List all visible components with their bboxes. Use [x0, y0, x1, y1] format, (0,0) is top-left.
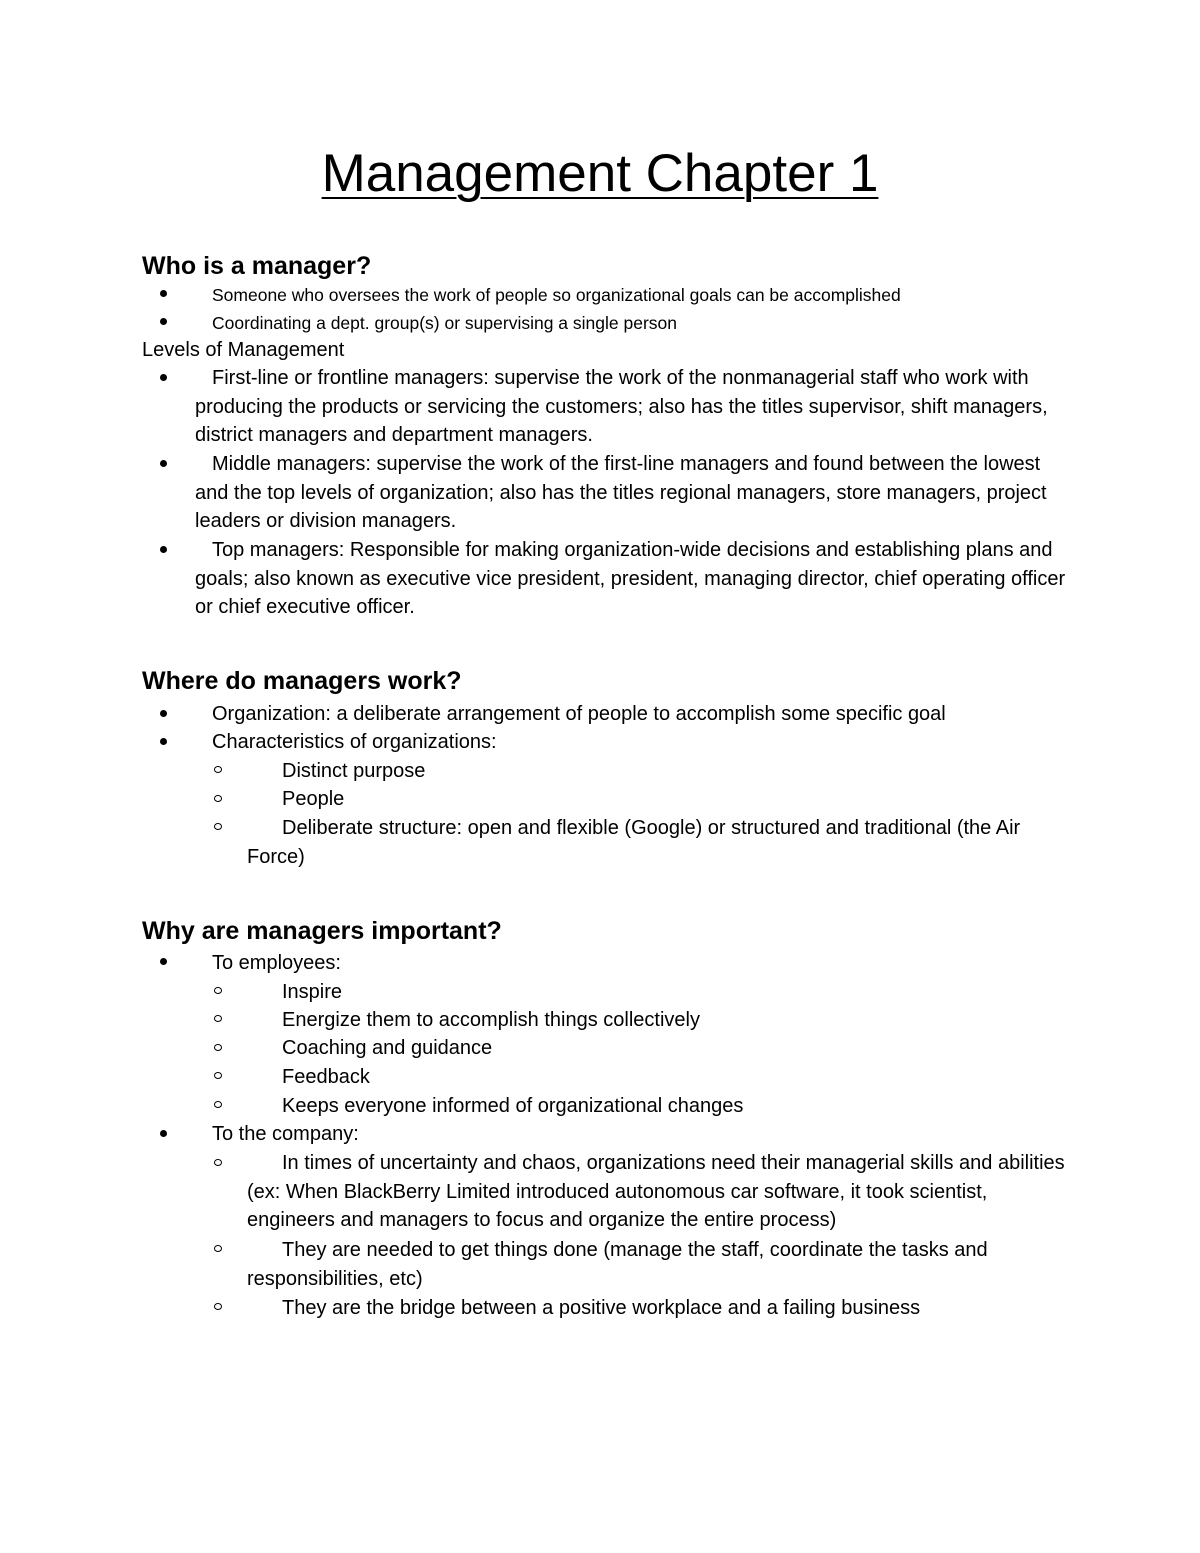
bullet-icon — [160, 290, 167, 297]
circle-bullet-icon — [214, 1159, 222, 1166]
bullet-icon — [160, 958, 167, 965]
list-item: Coordinating a dept. group(s) or supervising a single person — [212, 313, 677, 333]
circle-bullet-icon — [214, 1245, 222, 1252]
list-item: Organization: a deliberate arrangement of people to accomplish some specific goal — [212, 703, 946, 725]
list-item: People — [282, 788, 345, 810]
list-item: They are needed to get things done (manage the staff, coordinate the tasks and responsibilities, etc) — [247, 1239, 988, 1290]
list-item: Deliberate structure: open and flexible (Google) or structured and traditional (the Air Force) — [247, 817, 1021, 868]
list-item: Top managers: Responsible for making organization-wide decisions and establishing plans and goals; also known as executive vice president, president, managing director, chief operating officer or chief executive officer. — [195, 539, 1066, 619]
list-item: To employees: — [212, 952, 341, 974]
circle-bullet-icon — [214, 1303, 222, 1310]
levels-of-management-label: Levels of Management — [142, 339, 345, 361]
list-item: First-line or frontline managers: supervise the work of the nonmanagerial staff who work with producing the products or servicing the customers; also has the titles supervisor, shift managers, district managers and department managers. — [195, 367, 1048, 447]
document-title: Management Chapter 1 — [321, 144, 879, 203]
circle-bullet-icon — [214, 795, 222, 802]
list-item: Someone who oversees the work of people so organizational goals can be accomplished — [212, 285, 901, 305]
list-item: Distinct purpose — [282, 760, 426, 782]
circle-bullet-icon — [214, 987, 222, 994]
heading-where-do-managers-work: Where do managers work? — [142, 667, 462, 695]
list-item: They are the bridge between a positive workplace and a failing business — [282, 1297, 921, 1319]
circle-bullet-icon — [214, 1072, 222, 1079]
list-item: Keeps everyone informed of organizational changes — [282, 1095, 744, 1117]
list-item: In times of uncertainty and chaos, organizations need their managerial skills and abilities (ex: When BlackBerry Limited introduced autonomous car software, it took scientist, engineers and managers to focus and organize the entire process) — [247, 1152, 1065, 1232]
heading-who-is-a-manager: Who is a manager? — [142, 252, 372, 280]
circle-bullet-icon — [214, 1015, 222, 1022]
bullet-icon — [160, 1130, 167, 1137]
list-item: To the company: — [212, 1123, 359, 1145]
bullet-icon — [160, 318, 167, 325]
bullet-icon — [160, 738, 167, 745]
heading-why-are-managers-important: Why are managers important? — [142, 917, 502, 945]
circle-bullet-icon — [214, 1101, 222, 1108]
bullet-icon — [160, 460, 167, 467]
list-item: Feedback — [282, 1066, 370, 1088]
list-item: Energize them to accomplish things collectively — [282, 1009, 700, 1031]
circle-bullet-icon — [214, 823, 222, 830]
bullet-icon — [160, 710, 167, 717]
list-item: Characteristics of organizations: — [212, 731, 497, 753]
list-item: Middle managers: supervise the work of the first-line managers and found between the lowest and the top levels of organization; also has the titles regional managers, store managers, project leaders or division managers. — [195, 453, 1047, 533]
list-item: Inspire — [282, 981, 343, 1003]
bullet-icon — [160, 546, 167, 553]
circle-bullet-icon — [214, 1044, 222, 1051]
circle-bullet-icon — [214, 766, 222, 773]
list-item: Coaching and guidance — [282, 1037, 493, 1059]
bullet-icon — [160, 374, 167, 381]
